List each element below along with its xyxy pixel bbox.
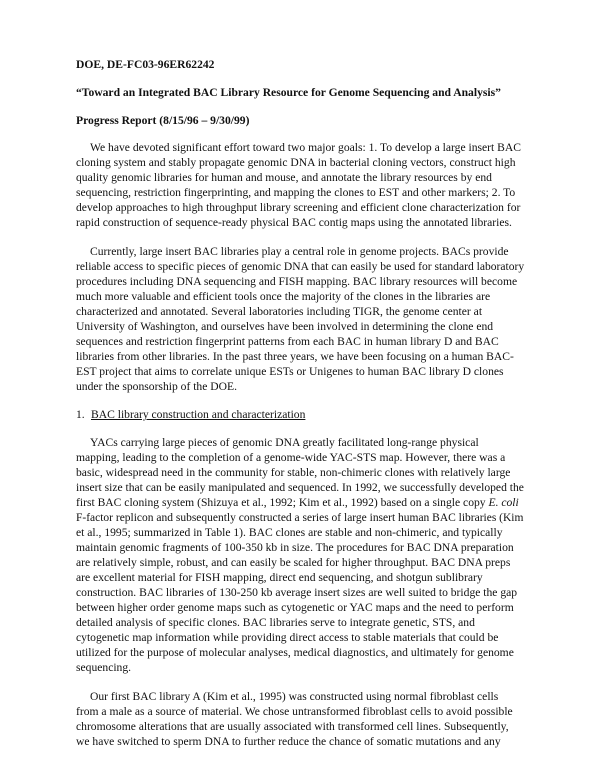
- yac-line: cytogenetic map information while providing direct access to stable materials that could be: [76, 631, 499, 644]
- current-line: sequences and restriction fingerprint patterns from each BAC in human library D and BAC: [76, 335, 499, 348]
- intro-line: cloning system and stably propagate genomic DNA in bacterial cloning vectors, construct high: [76, 156, 516, 169]
- library-a-line: we have switched to sperm DNA to further reduce the chance of somatic mutations and any: [76, 735, 501, 748]
- yac-line-text: first BAC cloning system (Shizuya et al., 1992; Kim et al., 1992) based on a single copy: [76, 496, 489, 509]
- yac-line: YACs carrying large pieces of genomic DNA greatly facilitated long-range physical: [90, 436, 479, 449]
- intro-line: We have devoted significant effort toward two major goals: 1. To develop a large insert BAC: [90, 141, 521, 154]
- report-title: “Toward an Integrated BAC Library Resource for Genome Sequencing and Analysis”: [76, 86, 501, 99]
- intro-line: rapid construction of sequence-ready physical BAC contig maps using the annotated libraries.: [76, 216, 512, 229]
- intro-line: sequencing, restriction fingerprinting, and mapping the clones to EST and other markers; 2. To: [76, 186, 516, 199]
- yac-line: et al., 1995; summarized in Table 1). BAC clones are stable and non-chimeric, and typically: [76, 526, 503, 539]
- yac-line: are excellent material for FISH mapping, direct end sequencing, and shotgun sublibrary: [76, 571, 483, 584]
- current-line: libraries from other libraries. In the past three years, we have been focusing on a human BAC-: [76, 350, 514, 363]
- current-line: under the sponsorship of the DOE.: [76, 380, 237, 393]
- yac-line: basic, widespread need in the community for stable, non-chimeric clones with relatively large: [76, 466, 511, 479]
- grant-number: DOE, DE-FC03-96ER62242: [76, 58, 215, 71]
- yac-line: F-factor replicon and subsequently constructed a series of large insert human BAC libraries (Kim: [76, 511, 524, 524]
- yac-line: insert size that can be easily manipulated and sequenced. In 1992, we successfully developed the: [76, 481, 524, 494]
- current-line: characterized and annotated. Several laboratories including TIGR, the genome center at: [76, 305, 483, 318]
- current-line: EST project that aims to correlate unique ESTs or Unigenes to human BAC library D clones: [76, 365, 504, 378]
- current-line: much more valuable and efficient tools once the majority of the clones in the libraries are: [76, 290, 491, 303]
- yac-line: between higher order genome maps such as cytogenetic or YAC maps and the need to perform: [76, 601, 514, 614]
- report-period: Progress Report (8/15/96 – 9/30/99): [76, 114, 250, 127]
- intro-line: develop approaches to high throughput library screening and efficient clone characterization for: [76, 201, 521, 214]
- current-line: University of Washington, and ourselves have been involved in determining the clone end: [76, 320, 494, 333]
- yac-line: utilized for the purpose of molecular analyses, medical diagnostics, and ultimately for genome: [76, 646, 514, 659]
- current-line: Currently, large insert BAC libraries play a central role in genome projects. BACs provide: [90, 245, 509, 258]
- section-number: 1.: [76, 408, 85, 421]
- current-line: procedures including DNA sequencing and FISH mapping. BAC library resources will become: [76, 275, 518, 288]
- yac-line: construction. BAC libraries of 130-250 kb average insert sizes are well suited to bridge the gap: [76, 586, 518, 599]
- library-a-line: from a male as a source of material. We chose untransformed fibroblast cells to avoid possible: [76, 705, 513, 718]
- yac-line: sequencing.: [76, 661, 132, 674]
- yac-line: detailed analysis of specific clones. BAC libraries serve to integrate genetic, STS, and: [76, 616, 475, 629]
- current-line: reliable access to specific pieces of genomic DNA that can easily be used for standard laboratory: [76, 260, 525, 273]
- intro-line: quality genomic libraries for human and mouse, and annotate the library resources by end: [76, 171, 492, 184]
- species-name: E. coli: [488, 496, 519, 509]
- library-a-line: chromosome alterations that are usually associated with transformed cell lines. Subsequently,: [76, 720, 509, 733]
- yac-line: [76, 496, 519, 511]
- yac-line: are relatively simple, robust, and can easily be scaled for higher throughput. BAC DNA preps: [76, 556, 511, 569]
- section-heading: BAC library construction and characterization: [91, 408, 306, 421]
- yac-line: mapping, leading to the completion of a genome-wide YAC-STS map. However, there was a: [76, 451, 506, 464]
- yac-line: maintain genomic fragments of 100-350 kb in size. The procedures for BAC DNA preparation: [76, 541, 514, 554]
- library-a-line: Our first BAC library A (Kim et al., 1995) was constructed using normal fibroblast cells: [90, 690, 499, 703]
